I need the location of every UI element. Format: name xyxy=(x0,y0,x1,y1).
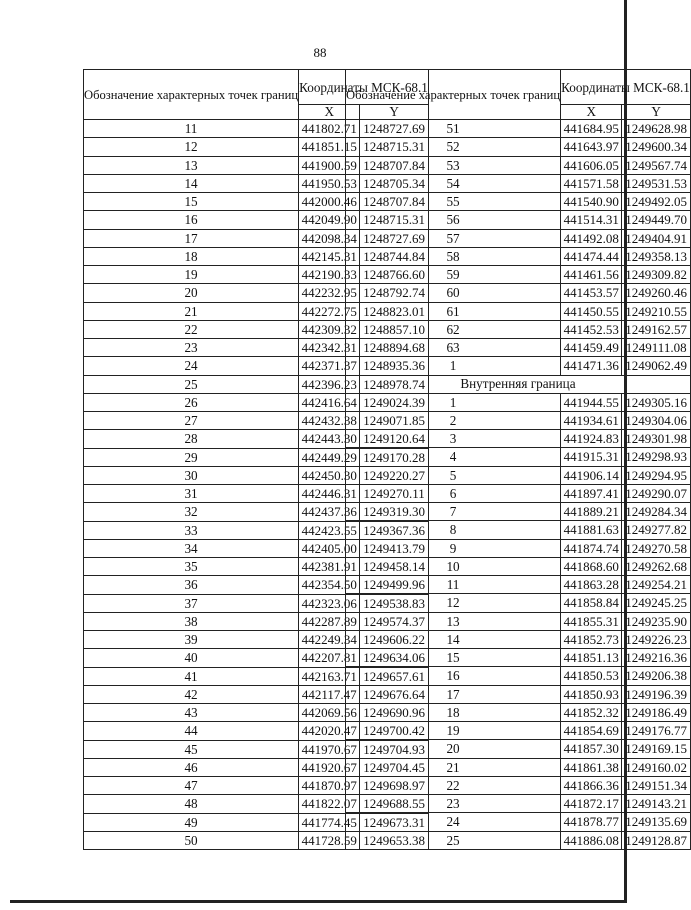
y-coordinate-cell: 1249492.05 xyxy=(622,193,690,211)
x-coordinate-cell: 441450.55 xyxy=(561,302,622,320)
y-coordinate-cell: 1249260.46 xyxy=(622,284,690,302)
y-coordinate-cell: 1249135.69 xyxy=(622,813,690,831)
x-coordinate-cell: 441906.14 xyxy=(561,466,622,484)
y-coordinate-cell: 1248935.36 xyxy=(360,357,428,375)
header-y: Y xyxy=(622,105,690,120)
point-id-cell: 41 xyxy=(84,667,299,685)
point-id-cell: 9 xyxy=(346,539,561,557)
point-id-cell: 8 xyxy=(346,521,561,539)
x-coordinate-cell: 442098.34 xyxy=(299,229,360,247)
y-coordinate-cell: 1248707.84 xyxy=(360,193,428,211)
table-row xyxy=(346,612,691,630)
point-id-cell: 39 xyxy=(84,631,299,649)
x-coordinate-cell: 442446.31 xyxy=(299,485,360,503)
x-coordinate-cell: 442354.50 xyxy=(299,576,360,594)
y-coordinate-cell: 1249170.28 xyxy=(360,448,428,466)
y-coordinate-cell: 1249634.06 xyxy=(360,649,428,667)
y-coordinate-cell: 1249284.34 xyxy=(622,503,690,521)
y-coordinate-cell: 1249301.98 xyxy=(622,430,690,448)
inner-boundary-section xyxy=(346,375,691,393)
y-coordinate-cell: 1249196.39 xyxy=(622,685,690,703)
x-coordinate-cell: 442145.31 xyxy=(299,247,360,265)
y-coordinate-cell: 1249458.14 xyxy=(360,558,428,576)
x-coordinate-cell: 442405.00 xyxy=(299,539,360,557)
point-id-cell: 45 xyxy=(84,740,299,758)
right-table-body-outer xyxy=(346,120,691,376)
x-coordinate-cell: 441915.31 xyxy=(561,448,622,466)
y-coordinate-cell: 1249567.74 xyxy=(622,156,690,174)
point-id-cell: 21 xyxy=(84,302,299,320)
point-id-cell: 33 xyxy=(84,521,299,539)
x-coordinate-cell: 441492.08 xyxy=(561,229,622,247)
point-id-cell: 26 xyxy=(84,393,299,411)
y-coordinate-cell: 1249162.57 xyxy=(622,320,690,338)
x-coordinate-cell: 441854.69 xyxy=(561,722,622,740)
point-id-cell: 1 xyxy=(346,357,561,375)
table-row xyxy=(346,503,691,521)
y-coordinate-cell: 1248823.01 xyxy=(360,302,428,320)
y-coordinate-cell: 1249128.87 xyxy=(622,831,690,849)
y-coordinate-cell: 1249698.97 xyxy=(360,777,428,795)
inner-boundary-label: Внутренняя граница xyxy=(346,375,691,393)
header-point-designation: Обозначение характерных точек границ xyxy=(346,70,561,120)
table-row xyxy=(346,521,691,539)
x-coordinate-cell: 441514.31 xyxy=(561,211,622,229)
point-id-cell: 12 xyxy=(346,594,561,612)
y-coordinate-cell: 1249151.34 xyxy=(622,776,690,794)
x-coordinate-cell: 441728.59 xyxy=(299,831,360,849)
y-coordinate-cell: 1249449.70 xyxy=(622,211,690,229)
y-coordinate-cell: 1248766.60 xyxy=(360,266,428,284)
y-coordinate-cell: 1249226.23 xyxy=(622,630,690,648)
point-id-cell: 19 xyxy=(346,722,561,740)
x-coordinate-cell: 441855.31 xyxy=(561,612,622,630)
x-coordinate-cell: 442416.64 xyxy=(299,393,360,411)
y-coordinate-cell: 1249404.91 xyxy=(622,229,690,247)
table-row xyxy=(346,229,691,247)
point-id-cell: 17 xyxy=(84,229,299,247)
y-coordinate-cell: 1249653.38 xyxy=(360,831,428,849)
table-row xyxy=(346,758,691,776)
y-coordinate-cell: 1249628.98 xyxy=(622,120,690,138)
y-coordinate-cell: 1249270.11 xyxy=(360,485,428,503)
page-number: 88 xyxy=(313,45,327,60)
x-coordinate-cell: 441872.17 xyxy=(561,795,622,813)
table-row xyxy=(346,813,691,831)
y-coordinate-cell: 1248727.69 xyxy=(360,229,428,247)
x-coordinate-cell: 442069.56 xyxy=(299,704,360,722)
x-coordinate-cell: 441924.83 xyxy=(561,430,622,448)
x-coordinate-cell: 441851.13 xyxy=(561,649,622,667)
x-coordinate-cell: 441970.67 xyxy=(299,740,360,758)
x-coordinate-cell: 441889.21 xyxy=(561,503,622,521)
header-coordinates: Координаты МСК-68.1 xyxy=(299,70,429,105)
x-coordinate-cell: 442396.23 xyxy=(299,375,360,393)
y-coordinate-cell: 1249657.61 xyxy=(360,667,428,685)
x-coordinate-cell: 441852.73 xyxy=(561,630,622,648)
x-coordinate-cell: 441684.95 xyxy=(561,120,622,138)
x-coordinate-cell: 442381.91 xyxy=(299,558,360,576)
point-id-cell: 15 xyxy=(84,193,299,211)
coordinates-table-right xyxy=(345,69,691,850)
x-coordinate-cell: 441453.57 xyxy=(561,284,622,302)
point-id-cell: 62 xyxy=(346,320,561,338)
x-coordinate-cell: 441606.05 xyxy=(561,156,622,174)
x-coordinate-cell: 442020.47 xyxy=(299,722,360,740)
y-coordinate-cell: 1249111.08 xyxy=(622,339,690,357)
table-row xyxy=(346,211,691,229)
x-coordinate-cell: 441920.67 xyxy=(299,758,360,776)
point-id-cell: 34 xyxy=(84,539,299,557)
table-row xyxy=(346,722,691,740)
point-id-cell: 17 xyxy=(346,685,561,703)
x-coordinate-cell: 441881.63 xyxy=(561,521,622,539)
table-row xyxy=(346,156,691,174)
header-coordinates: Координаты МСК-68.1 xyxy=(561,70,691,105)
table-row xyxy=(346,339,691,357)
table-row xyxy=(346,193,691,211)
table-row xyxy=(346,576,691,594)
x-coordinate-cell: 441897.41 xyxy=(561,484,622,502)
table-row xyxy=(346,649,691,667)
table-row xyxy=(346,448,691,466)
point-id-cell: 16 xyxy=(84,211,299,229)
point-id-cell: 32 xyxy=(84,503,299,521)
point-id-cell: 2 xyxy=(346,411,561,429)
table-row xyxy=(346,302,691,320)
x-coordinate-cell: 442309.32 xyxy=(299,320,360,338)
x-coordinate-cell: 441900.59 xyxy=(299,156,360,174)
point-id-cell: 23 xyxy=(346,795,561,813)
x-coordinate-cell: 441459.49 xyxy=(561,339,622,357)
y-coordinate-cell: 1249270.58 xyxy=(622,539,690,557)
y-coordinate-cell: 1249169.15 xyxy=(622,740,690,758)
x-coordinate-cell: 441944.55 xyxy=(561,393,622,411)
table-row xyxy=(346,703,691,721)
point-id-cell: 24 xyxy=(84,357,299,375)
x-coordinate-cell: 441850.93 xyxy=(561,685,622,703)
y-coordinate-cell: 1249700.42 xyxy=(360,722,428,740)
x-coordinate-cell: 441471.36 xyxy=(561,357,622,375)
y-coordinate-cell: 1249186.49 xyxy=(622,703,690,721)
header-y: Y xyxy=(360,105,428,120)
header-point-designation: Обозначение характерных точек границ xyxy=(84,70,299,120)
point-id-cell: 35 xyxy=(84,558,299,576)
point-id-cell: 22 xyxy=(346,776,561,794)
y-coordinate-cell: 1249600.34 xyxy=(622,138,690,156)
y-coordinate-cell: 1249062.49 xyxy=(622,357,690,375)
y-coordinate-cell: 1249413.79 xyxy=(360,539,428,557)
y-coordinate-cell: 1249319.30 xyxy=(360,503,428,521)
point-id-cell: 43 xyxy=(84,704,299,722)
x-coordinate-cell: 442272.75 xyxy=(299,302,360,320)
point-id-cell: 61 xyxy=(346,302,561,320)
x-coordinate-cell: 441452.53 xyxy=(561,320,622,338)
x-coordinate-cell: 442117.47 xyxy=(299,685,360,703)
point-id-cell: 1 xyxy=(346,393,561,411)
point-id-cell: 11 xyxy=(84,120,299,138)
x-coordinate-cell: 442287.89 xyxy=(299,612,360,630)
x-coordinate-cell: 442232.95 xyxy=(299,284,360,302)
y-coordinate-cell: 1249309.82 xyxy=(622,266,690,284)
point-id-cell: 58 xyxy=(346,247,561,265)
y-coordinate-cell: 1248707.84 xyxy=(360,156,428,174)
point-id-cell: 38 xyxy=(84,612,299,630)
point-id-cell: 53 xyxy=(346,156,561,174)
point-id-cell: 18 xyxy=(346,703,561,721)
table-row xyxy=(346,667,691,685)
table-row xyxy=(346,740,691,758)
point-id-cell: 16 xyxy=(346,667,561,685)
point-id-cell: 14 xyxy=(346,630,561,648)
x-coordinate-cell: 441858.84 xyxy=(561,594,622,612)
x-coordinate-cell: 442443.30 xyxy=(299,430,360,448)
y-coordinate-cell: 1249305.16 xyxy=(622,393,690,411)
y-coordinate-cell: 1248857.10 xyxy=(360,320,428,338)
y-coordinate-cell: 1249176.77 xyxy=(622,722,690,740)
x-coordinate-cell: 442190.33 xyxy=(299,266,360,284)
x-coordinate-cell: 441934.61 xyxy=(561,411,622,429)
point-id-cell: 52 xyxy=(346,138,561,156)
x-coordinate-cell: 442432.38 xyxy=(299,412,360,430)
point-id-cell: 28 xyxy=(84,430,299,448)
point-id-cell: 6 xyxy=(346,484,561,502)
point-id-cell: 49 xyxy=(84,813,299,831)
point-id-cell: 7 xyxy=(346,503,561,521)
y-coordinate-cell: 1249216.36 xyxy=(622,649,690,667)
x-coordinate-cell: 441886.08 xyxy=(561,831,622,849)
x-coordinate-cell: 442207.81 xyxy=(299,649,360,667)
y-coordinate-cell: 1248978.74 xyxy=(360,375,428,393)
point-id-cell: 20 xyxy=(346,740,561,758)
point-id-cell: 11 xyxy=(346,576,561,594)
y-coordinate-cell: 1249277.82 xyxy=(622,521,690,539)
point-id-cell: 48 xyxy=(84,795,299,813)
x-coordinate-cell: 442437.36 xyxy=(299,503,360,521)
table-row xyxy=(346,120,691,138)
point-id-cell: 22 xyxy=(84,320,299,338)
table-row xyxy=(346,138,691,156)
point-id-cell: 42 xyxy=(84,685,299,703)
y-coordinate-cell: 1249290.07 xyxy=(622,484,690,502)
table-row xyxy=(346,557,691,575)
y-coordinate-cell: 1249024.39 xyxy=(360,393,428,411)
x-coordinate-cell: 442049.90 xyxy=(299,211,360,229)
x-coordinate-cell: 441874.74 xyxy=(561,539,622,557)
table-row xyxy=(346,539,691,557)
y-coordinate-cell: 1249574.37 xyxy=(360,612,428,630)
table-row xyxy=(346,393,691,411)
point-id-cell: 21 xyxy=(346,758,561,776)
y-coordinate-cell: 1249235.90 xyxy=(622,612,690,630)
point-id-cell: 18 xyxy=(84,247,299,265)
y-coordinate-cell: 1249690.96 xyxy=(360,704,428,722)
point-id-cell: 55 xyxy=(346,193,561,211)
point-id-cell: 30 xyxy=(84,466,299,484)
point-id-cell: 46 xyxy=(84,758,299,776)
table-row xyxy=(346,320,691,338)
y-coordinate-cell: 1249676.64 xyxy=(360,685,428,703)
point-id-cell: 54 xyxy=(346,174,561,192)
x-coordinate-cell: 441850.53 xyxy=(561,667,622,685)
point-id-cell: 40 xyxy=(84,649,299,667)
y-coordinate-cell: 1249071.85 xyxy=(360,412,428,430)
table-row xyxy=(346,484,691,502)
table-row xyxy=(346,247,691,265)
point-id-cell: 25 xyxy=(346,831,561,849)
point-id-cell: 51 xyxy=(346,120,561,138)
x-coordinate-cell: 441868.60 xyxy=(561,557,622,575)
y-coordinate-cell: 1248715.31 xyxy=(360,211,428,229)
point-id-cell: 56 xyxy=(346,211,561,229)
y-coordinate-cell: 1248894.68 xyxy=(360,339,428,357)
y-coordinate-cell: 1249298.93 xyxy=(622,448,690,466)
header-x: X xyxy=(561,105,622,120)
table-row xyxy=(346,831,691,849)
point-id-cell: 27 xyxy=(84,412,299,430)
y-coordinate-cell: 1249210.55 xyxy=(622,302,690,320)
y-coordinate-cell: 1249499.96 xyxy=(360,576,428,594)
y-coordinate-cell: 1249704.93 xyxy=(360,740,428,758)
y-coordinate-cell: 1248727.69 xyxy=(360,120,428,138)
x-coordinate-cell: 441540.90 xyxy=(561,193,622,211)
point-id-cell: 37 xyxy=(84,594,299,612)
x-coordinate-cell: 442163.71 xyxy=(299,667,360,685)
point-id-cell: 14 xyxy=(84,174,299,192)
point-id-cell: 13 xyxy=(84,156,299,174)
y-coordinate-cell: 1249220.27 xyxy=(360,466,428,484)
y-coordinate-cell: 1249538.83 xyxy=(360,594,428,612)
x-coordinate-cell: 442000.46 xyxy=(299,193,360,211)
y-coordinate-cell: 1248792.74 xyxy=(360,284,428,302)
point-id-cell: 15 xyxy=(346,649,561,667)
y-coordinate-cell: 1248715.31 xyxy=(360,138,428,156)
x-coordinate-cell: 441857.30 xyxy=(561,740,622,758)
table-row xyxy=(346,357,691,375)
table-row xyxy=(346,174,691,192)
x-coordinate-cell: 442323.06 xyxy=(299,594,360,612)
x-coordinate-cell: 441474.44 xyxy=(561,247,622,265)
y-coordinate-cell: 1249206.38 xyxy=(622,667,690,685)
x-coordinate-cell: 441866.36 xyxy=(561,776,622,794)
point-id-cell: 36 xyxy=(84,576,299,594)
y-coordinate-cell: 1249673.31 xyxy=(360,813,428,831)
x-coordinate-cell: 441571.58 xyxy=(561,174,622,192)
y-coordinate-cell: 1249143.21 xyxy=(622,795,690,813)
x-coordinate-cell: 441870.97 xyxy=(299,777,360,795)
point-id-cell: 44 xyxy=(84,722,299,740)
y-coordinate-cell: 1249294.95 xyxy=(622,466,690,484)
y-coordinate-cell: 1249358.13 xyxy=(622,247,690,265)
x-coordinate-cell: 441822.07 xyxy=(299,795,360,813)
point-id-cell: 3 xyxy=(346,430,561,448)
x-coordinate-cell: 441851.15 xyxy=(299,138,360,156)
point-id-cell: 4 xyxy=(346,448,561,466)
x-coordinate-cell: 442449.29 xyxy=(299,448,360,466)
point-id-cell: 50 xyxy=(84,831,299,849)
x-coordinate-cell: 441861.38 xyxy=(561,758,622,776)
point-id-cell: 13 xyxy=(346,612,561,630)
y-coordinate-cell: 1249254.21 xyxy=(622,576,690,594)
point-id-cell: 60 xyxy=(346,284,561,302)
y-coordinate-cell: 1248744.84 xyxy=(360,247,428,265)
point-id-cell: 24 xyxy=(346,813,561,831)
right-table-body-inner xyxy=(346,393,691,849)
table-row xyxy=(346,630,691,648)
x-coordinate-cell: 442371.37 xyxy=(299,357,360,375)
x-coordinate-cell: 441852.32 xyxy=(561,703,622,721)
y-coordinate-cell: 1249367.36 xyxy=(360,521,428,539)
point-id-cell: 57 xyxy=(346,229,561,247)
x-coordinate-cell: 442342.31 xyxy=(299,339,360,357)
table-row xyxy=(346,594,691,612)
table-row xyxy=(346,685,691,703)
x-coordinate-cell: 441461.56 xyxy=(561,266,622,284)
point-id-cell: 20 xyxy=(84,284,299,302)
x-coordinate-cell: 441802.71 xyxy=(299,120,360,138)
x-coordinate-cell: 442450.30 xyxy=(299,466,360,484)
x-coordinate-cell: 441950.53 xyxy=(299,174,360,192)
point-id-cell: 29 xyxy=(84,448,299,466)
y-coordinate-cell: 1249688.55 xyxy=(360,795,428,813)
point-id-cell: 23 xyxy=(84,339,299,357)
table-row xyxy=(346,430,691,448)
point-id-cell: 10 xyxy=(346,557,561,575)
point-id-cell: 31 xyxy=(84,485,299,503)
point-id-cell: 5 xyxy=(346,466,561,484)
point-id-cell: 63 xyxy=(346,339,561,357)
table-row xyxy=(346,284,691,302)
table-row xyxy=(346,466,691,484)
table-row xyxy=(346,795,691,813)
y-coordinate-cell: 1249262.68 xyxy=(622,557,690,575)
point-id-cell: 12 xyxy=(84,138,299,156)
y-coordinate-cell: 1249160.02 xyxy=(622,758,690,776)
x-coordinate-cell: 441863.28 xyxy=(561,576,622,594)
x-coordinate-cell: 441774.45 xyxy=(299,813,360,831)
x-coordinate-cell: 441643.97 xyxy=(561,138,622,156)
y-coordinate-cell: 1249704.45 xyxy=(360,758,428,776)
y-coordinate-cell: 1249304.06 xyxy=(622,411,690,429)
point-id-cell: 59 xyxy=(346,266,561,284)
y-coordinate-cell: 1249245.25 xyxy=(622,594,690,612)
x-coordinate-cell: 442423.55 xyxy=(299,521,360,539)
y-coordinate-cell: 1249606.22 xyxy=(360,631,428,649)
y-coordinate-cell: 1249531.53 xyxy=(622,174,690,192)
y-coordinate-cell: 1249120.64 xyxy=(360,430,428,448)
point-id-cell: 47 xyxy=(84,777,299,795)
table-row xyxy=(346,776,691,794)
x-coordinate-cell: 441878.77 xyxy=(561,813,622,831)
table-row xyxy=(346,266,691,284)
table-row xyxy=(346,411,691,429)
x-coordinate-cell: 442249.34 xyxy=(299,631,360,649)
y-coordinate-cell: 1248705.34 xyxy=(360,174,428,192)
header-x: X xyxy=(299,105,360,120)
point-id-cell: 25 xyxy=(84,375,299,393)
point-id-cell: 19 xyxy=(84,266,299,284)
